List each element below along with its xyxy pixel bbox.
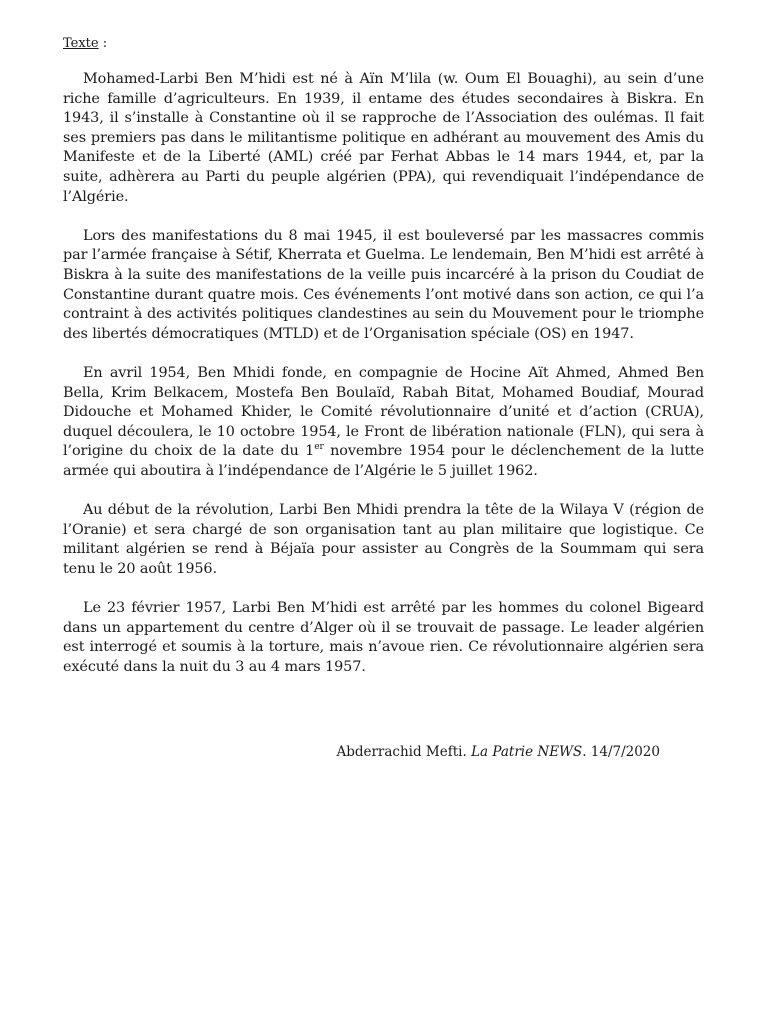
paragraph-4: Au début de la révolution, Larbi Ben Mhidi prendra la tête de la Wilaya V (région de l’Oranie) et sera chargé de son organisation tant au plan militaire que logistique. Ce militant algérien se rend à Béjaïa pour assister au Congrès de la Soummam qui sera tenu le 20 août 1956. <box>63 502 704 577</box>
source-citation <box>336 743 660 761</box>
citation-author: Abderrachid Mefti. <box>336 744 472 760</box>
ordinal-superscript: er <box>314 442 324 453</box>
paragraph-3-before: En avril 1954, Ben Mhidi fonde, en compagnie de Hocine Aït Ahmed, Ahmed Ben Bella, Krim Belkacem, Mostefa Ben Boulaïd, Rabah Bitat, Mohamed Boudiaf, Mourad Didouche et Mohamed Khider, le Comité révolutionnaire d’unité et d’action (CRUA), duquel découlera, le 10 octobre 1954, le Front de libération nationale (FLN), qui sera à l’origine du choix de la date du 1 <box>63 364 704 460</box>
paragraph-3 <box>63 364 704 482</box>
heading-word: Texte <box>63 36 99 51</box>
heading-colon: : <box>98 36 108 51</box>
text-heading <box>63 35 107 53</box>
citation-date: . 14/7/2020 <box>582 744 660 760</box>
citation-source: La Patrie NEWS <box>471 744 583 760</box>
paragraph-5: Le 23 février 1957, Larbi Ben M’hidi est arrêté par les hommes du colonel Bigeard dans un appartement du centre d’Alger où il se trouvait de passage. Le leader algérien est interrogé et soumis à la torture, mais n’avoue rien. Ce révolutionnaire algérien sera exécuté dans la nuit du 3 au 4 mars 1957. <box>63 600 704 675</box>
paragraph-2: Lors des manifestations du 8 mai 1945, il est bouleversé par les massacres commis par l’armée française à Sétif, Kherrata et Guelma. Le lendemain, Ben M’hidi est arrêté à Biskra à la suite des manifestations de la veille puis incarcéré à la prison du Coudiat de Constantine durant quatre mois. Ces événements l’ont motivé dans son action, ce qui l’a contraint à des activités politiques clandestines au sein du Mouvement pour le triomphe des libertés démocratiques (MTLD) et de l’Organisation spéciale (OS) en 1947. <box>63 227 704 342</box>
paragraph-3-after: novembre 1954 pour le déclenchement de la lutte armée qui aboutira à l’indépendance de l’Algérie le 5 juillet 1962. <box>63 443 704 479</box>
article-body <box>63 70 704 697</box>
paragraph-1: Mohamed-Larbi Ben M’hidi est né à Aïn M’lila (w. Oum El Bouaghi), au sein d’une riche famille d’agriculteurs. En 1939, il entame des études secondaires à Biskra. En 1943, il s’installe à Constantine où il se rapproche de l’Association des oulémas. Il fait ses premiers pas dans le militantisme politique en adhérant au mouvement des Amis du Manifeste et de la Liberté (AML) créé par Ferhat Abbas le 14 mars 1944, et, par la suite, adhèrera au Parti du peuple algérien (PPA), qui revendiquait l’indépendance de l’Algérie. <box>63 71 704 205</box>
